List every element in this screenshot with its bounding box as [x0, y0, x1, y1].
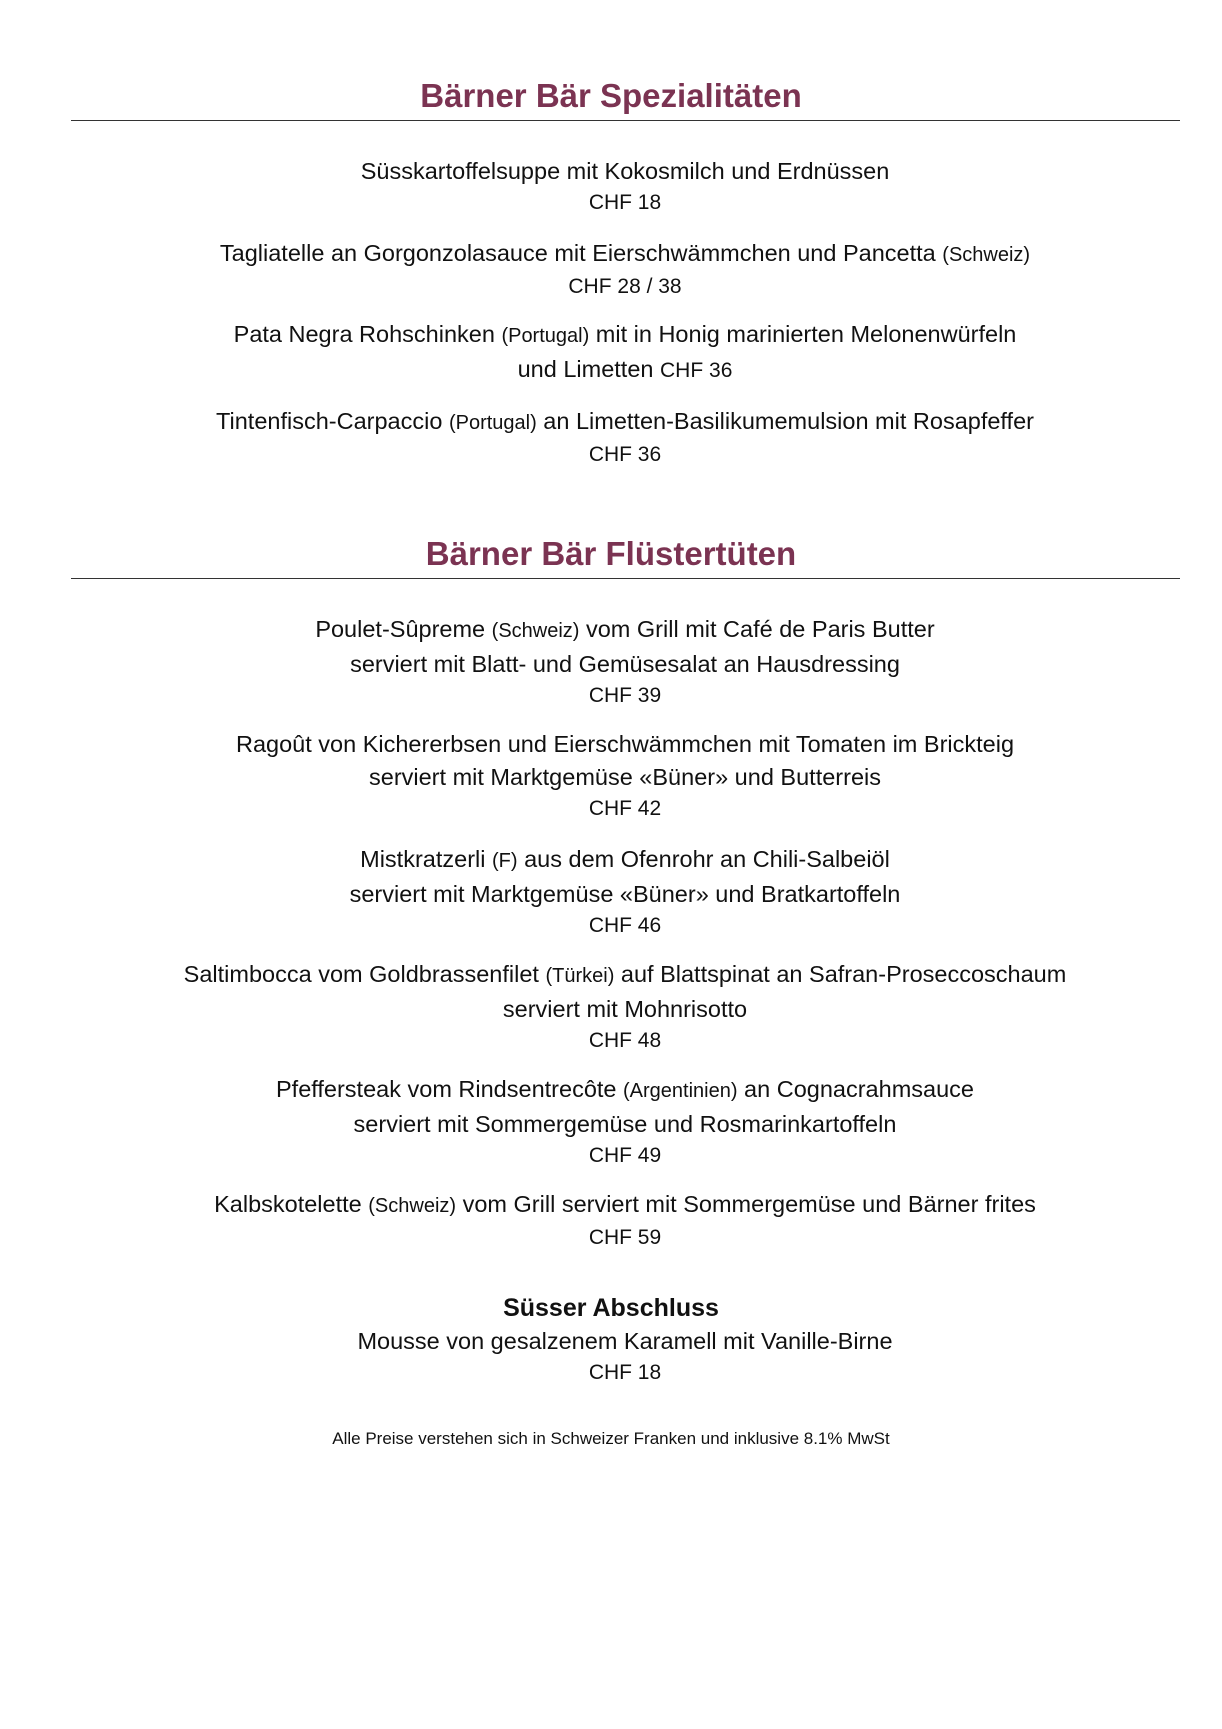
dish-price: CHF 48	[588, 1029, 662, 1052]
dish-item	[60, 728, 1190, 824]
dish-origin: (Türkei)	[545, 965, 615, 987]
dessert-item	[60, 1325, 1190, 1388]
dish-item	[60, 405, 1190, 470]
dish-description: Kalbskotelette (Schweiz) vom Grill serviert mit Sommergemüse und Bärner frites	[214, 1191, 1036, 1217]
dish-price: CHF 28 / 38	[568, 275, 682, 298]
dish-description-line-2: und Limetten CHF 36	[517, 356, 733, 382]
dish-origin: (F)	[492, 850, 518, 872]
dish-price: CHF 18	[588, 191, 662, 214]
dish-item	[60, 1188, 1190, 1253]
dish-description: Tagliatelle an Gorgonzolasauce mit Eierschwämmchen und Pancetta (Schweiz)	[219, 240, 1031, 266]
dish-description: Tintenfisch-Carpaccio (Portugal) an Limetten-Basilikumemulsion mit Rosapfeffer	[216, 408, 1034, 434]
dish-description: Poulet-Sûpreme (Schweiz) vom Grill mit Café de Paris Butter	[315, 616, 935, 642]
dish-description-line-2: serviert mit Marktgemüse «Büner» und Bratkartoffeln	[349, 881, 901, 907]
dish-description-line-2: serviert mit Sommergemüse und Rosmarinkartoffeln	[353, 1111, 897, 1137]
dish-description-line-2: serviert mit Marktgemüse «Büner» und Butterreis	[369, 764, 881, 790]
dish-description: Pfeffersteak vom Rindsentrecôte (Argentinien) an Cognacrahmsauce	[276, 1076, 974, 1102]
dish-origin: (Schweiz)	[942, 244, 1031, 266]
dish-item	[60, 1073, 1190, 1171]
dish-price: CHF 46	[588, 914, 662, 937]
dish-item	[60, 318, 1190, 387]
dish-price: CHF 49	[588, 1144, 662, 1167]
dish-origin: (Portugal)	[448, 412, 537, 434]
dish-item	[60, 155, 1190, 218]
dish-description-line-2: serviert mit Blatt- und Gemüsesalat an Hausdressing	[350, 651, 900, 677]
dish-description: Saltimbocca vom Goldbrassenfilet (Türkei) auf Blattspinat an Safran-Proseccoschaum	[183, 961, 1067, 987]
dessert-title: Süsser Abschluss	[503, 1294, 719, 1322]
price-footnote: Alle Preise verstehen sich in Schweizer Franken und inklusive 8.1% MwSt	[332, 1429, 890, 1448]
dish-origin: (Portugal)	[501, 325, 590, 347]
dish-origin: (Schweiz)	[491, 620, 580, 642]
section-title-specials: Bärner Bär Spezialitäten	[420, 77, 802, 114]
dish-price: CHF 59	[588, 1226, 662, 1249]
dish-price: CHF 42	[588, 797, 662, 820]
dish-item	[60, 237, 1190, 302]
dish-origin: (Schweiz)	[368, 1195, 457, 1217]
section-divider	[71, 120, 1180, 121]
dish-origin: (Argentinien)	[623, 1080, 738, 1102]
dish-price: CHF 39	[588, 684, 662, 707]
section-divider	[71, 578, 1180, 579]
dish-description: Mousse von gesalzenem Karamell mit Vanille-Birne	[357, 1328, 893, 1354]
dish-description: Pata Negra Rohschinken (Portugal) mit in Honig marinierten Melonenwürfeln	[233, 321, 1017, 347]
dish-item	[60, 843, 1190, 941]
dish-price: CHF 36	[660, 359, 733, 382]
dish-price: CHF 18	[588, 1361, 662, 1384]
dish-item	[60, 958, 1190, 1056]
dish-description: Ragoût von Kichererbsen und Eierschwämmchen mit Tomaten im Brickteig	[235, 731, 1015, 757]
dish-price: CHF 36	[588, 443, 662, 466]
dish-description: Süsskartoffelsuppe mit Kokosmilch und Erdnüssen	[360, 158, 890, 184]
dish-item	[60, 613, 1190, 711]
dish-description: Mistkratzerli (F) aus dem Ofenrohr an Chili-Salbeiöl	[360, 846, 890, 872]
dish-description-line-2: serviert mit Mohnrisotto	[502, 996, 748, 1022]
section-title-mains: Bärner Bär Flüstertüten	[425, 535, 797, 572]
